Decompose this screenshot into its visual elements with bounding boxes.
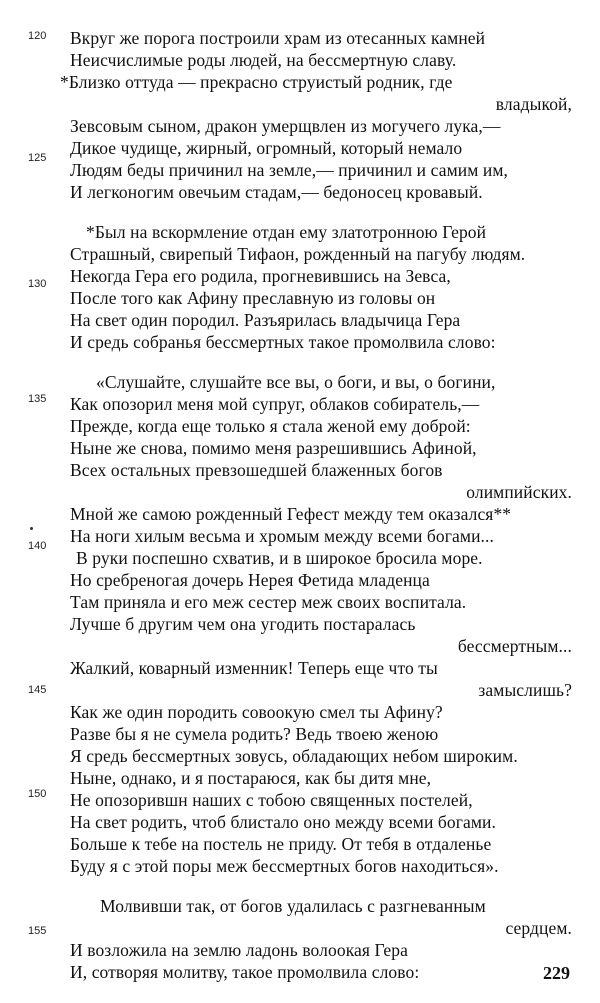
verse-line: Там приняла и его меж сестер меж своих воспитала. [70,592,467,612]
verse-line: *Близко оттуда — прекрасно струистый родник, где [60,72,453,92]
verse-line: Прежде, когда еще только я стала женой ему доброй: [70,416,471,436]
verse-line: *Был на вскормление отдан ему златотронною Герой [86,222,487,242]
verse-line: И средь собранья бессмертных такое промолвила слово: [70,332,496,352]
verse-line: Мной же самою рожденный Гефест между тем оказался** [70,504,512,524]
verse-line-continuation: владыкой, [495,94,572,114]
verse-line: После того как Афину преславную из головы он [70,288,436,308]
verse-line: Страшный, свирепый Тифаон, рожденный на пагубу людям. [70,244,526,264]
verse-line: И возложила на землю ладонь волоокая Гера [70,940,409,960]
verse-line: Как опозорил меня мой супруг, облаков собиратель,— [70,394,480,414]
verse-line: Не опозорившн наших с тобою священных постелей, [70,790,473,810]
line-number: 125 [28,152,47,164]
verse-line: Некогда Гера его родила, прогневившись на Зевса, [70,266,451,286]
verse-line: Молвивши так, от богов удалилась с разгневанным [100,896,486,916]
verse-line-continuation: замыслишь? [478,680,572,700]
line-number: 150 [28,788,47,800]
verse-line-continuation: олимпийских. [466,482,572,502]
verse-line: На свет родить, чтоб блистало оно между всеми богами. [70,812,497,832]
verse-line: Разве бы я не сумела родить? Ведь твоею женою [70,724,439,744]
verse-line: Неисчислимые роды людей, на бессмертную славу. [70,50,457,70]
verse-line: И, сотворяя молитву, такое промолвила слово: [70,962,420,982]
margin-mark [30,527,33,530]
line-number: 155 [28,925,47,937]
line-number: 135 [28,393,47,405]
verse-line: И легконогим овечьим стадам,— бедоносец кровавый. [70,182,483,202]
verse-line: Ныне же снова, помимо меня разрешившись Афиной, [70,438,477,458]
verse-line-continuation: бессмертным... [457,636,572,656]
verse-line: Вкруг же порога построили храм из отесанных камней [70,28,486,48]
verse-line: Я средь бессмертных зовусь, обладающих небом широким. [70,746,518,766]
verse-line: Буду я с этой поры меж бессмертных богов находиться». [70,856,499,876]
verse-line: «Слушайте, слушайте все вы, о боги, и вы, о богини, [96,372,496,392]
verse-line: Жалкий, коварный изменник! Теперь еще что ты [70,658,438,678]
verse-line: Но сребреногая дочерь Нерея Фетида младенца [70,570,430,590]
line-number: 140 [28,540,47,552]
line-number: 130 [28,278,47,290]
verse-line: Как же один породить совоокую смел ты Афину? [70,702,443,722]
verse-line: Лучше б другим чем она угодить постаралась [70,614,416,634]
verse-line: Всех остальных превзошедшей блаженных богов [70,460,443,480]
verse-line: Людям беды причинил на земле,— причинил и самим им, [70,160,508,180]
line-number: 145 [28,684,47,696]
verse-line: Дикое чудище, жирный, огромный, который немало [70,138,463,158]
verse-line-continuation: сердцем. [505,918,572,938]
verse-line: Больше к тебе на постель не приду. От тебя в отдаленье [70,834,492,854]
verse-line: На свет один породил. Разъярилась владычица Гера [70,310,461,330]
line-number: 120 [28,30,47,42]
verse-line: На ноги хилым весьма и хромым между всеми богами... [70,526,494,546]
verse-line: Ныне, однако, и я постараюся, как бы дитя мне, [70,768,432,788]
page-number: 229 [543,963,570,983]
verse-line: В руки поспешно схватив, и в широкое бросила море. [76,548,483,568]
verse-line: Зевсовым сыном, дракон умерщвлен из могучего лука,— [70,116,501,136]
